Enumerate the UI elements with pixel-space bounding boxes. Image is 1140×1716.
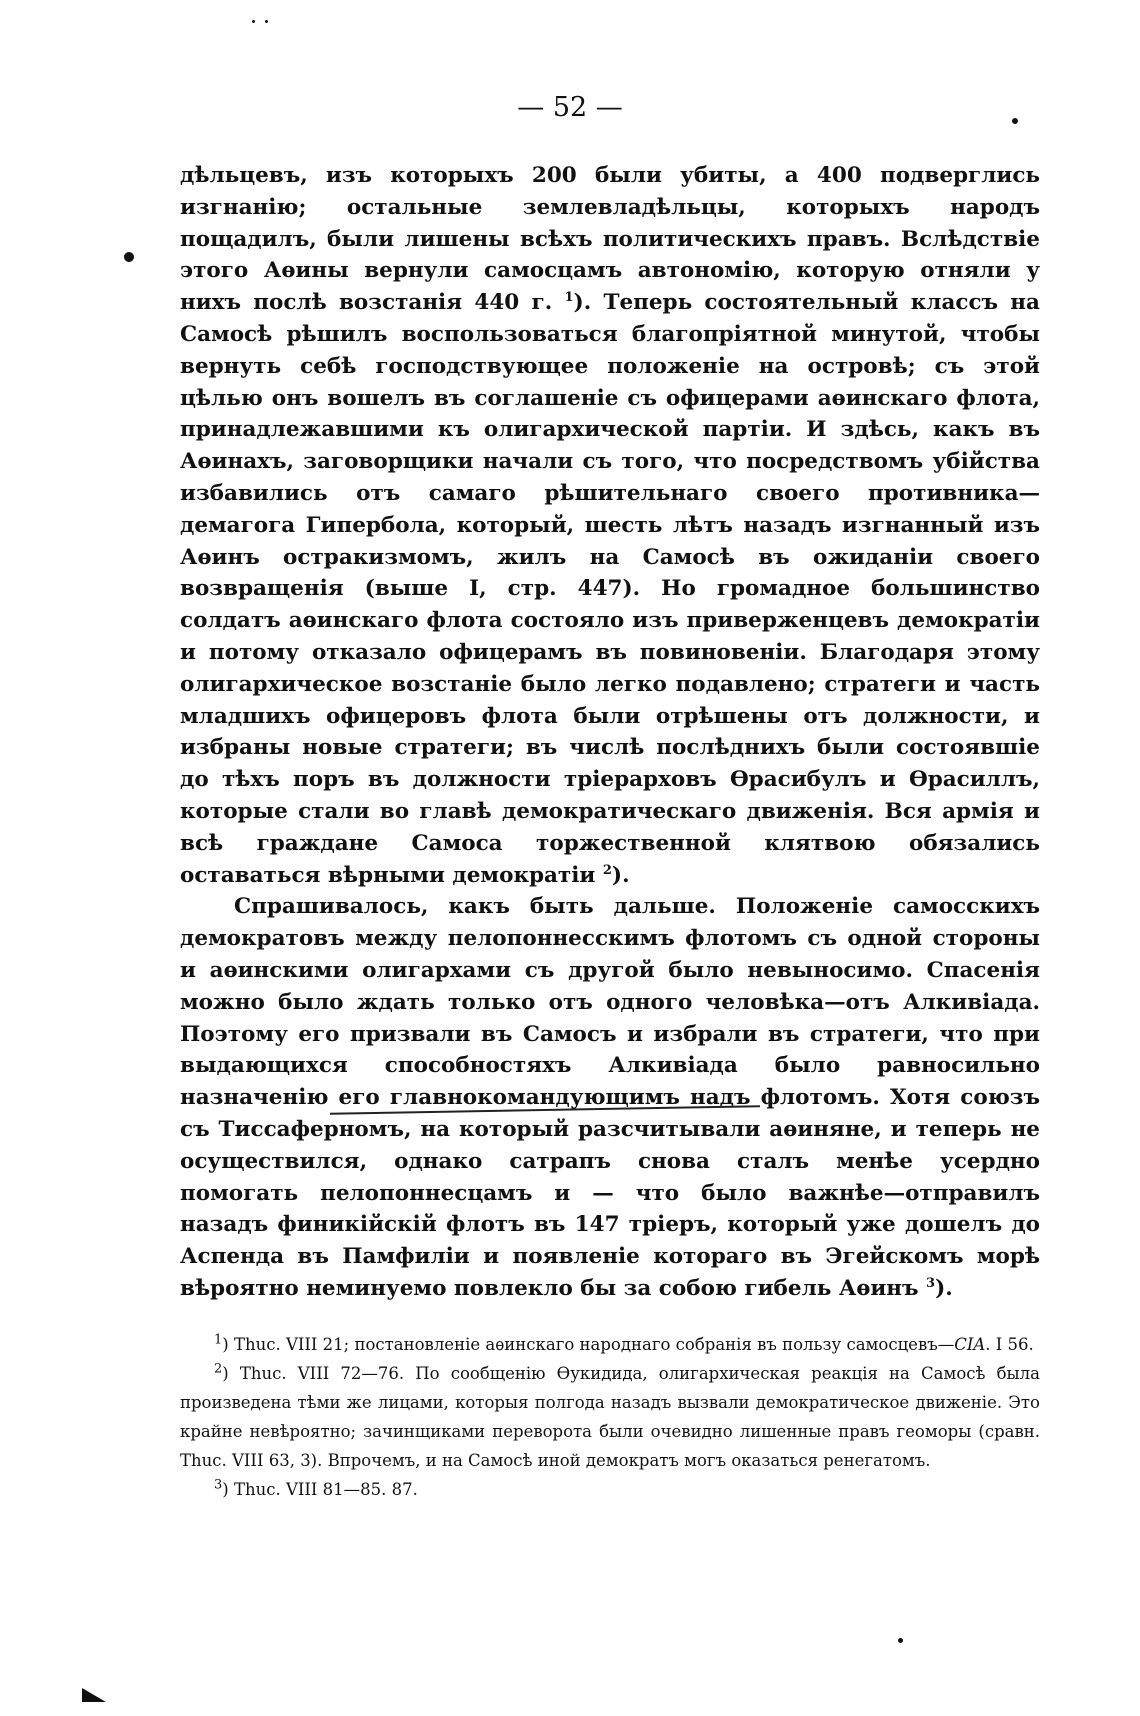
paragraph-text: ). Теперь состоятельный классъ на Самосѣ рѣшилъ воспользоваться благопріятной минутой, чтобы вернуть себѣ господствующее положеніе на островѣ; съ этой цѣлью онъ вошелъ въ соглашеніе съ офицерами аѳинскаго флота, принадлежавшими къ олигархической партіи. И здѣсь, какъ въ Аѳинахъ, заговорщики начали съ того, что посредствомъ убійства избавились отъ самаго рѣшительнаго своего противника—демагога Гипербола, который, шесть лѣтъ назадъ изгнанный изъ Аѳинъ остракизмомъ, жилъ на Самосѣ въ ожиданіи своего возвращенія (выше I, стр. 447). Но громадное большинство солдатъ аѳинскаго флота состояло изъ приверженцевъ демократіи и потому отказало офицерамъ въ повиновеніи. Благодаря этому олигархическое возстаніе было легко подавлено; стратеги и часть младшихъ офицеровъ флота были отрѣшены отъ должности, и избраны новые стратеги; въ числѣ послѣднихъ были состоявшіе до тѣхъ поръ въ должности тріерарховъ Ѳрасибулъ и Ѳрасиллъ, которые стали во главѣ демократическаго движенія. Вся армія и всѣ граждане Самоса торжественной клятвою обязались оставаться вѣрными демократіи: [180, 290, 1040, 888]
paragraph-text: дѣльцевъ, изъ которыхъ 200 были убиты, а 400 подверглись изгнанію; остальные землевладѣльцы, которыхъ народъ пощадилъ, были лишены всѣхъ политическихъ правъ. Вслѣдствіе этого Аѳины вернули самосцамъ автономію, которую отняли у нихъ послѣ возстанія 440 г.: [180, 163, 1040, 316]
footnote-italic: CIA: [954, 1335, 986, 1354]
footnote-text: ) Thuc. VIII 72—76. По сообщенію Ѳукидида, олигархическая реакція на Самосѣ была произведена тѣми же лицами, которыя полгода назадъ вызвали демократическое движеніе. Это крайне невѣроятно; зачинщиками переворота были очевидно лишенные правъ геоморы (сравн. Thuc. VIII 63, 3). Впрочемъ, и на Самосѣ иной демократъ могъ оказаться ренегатомъ.: [180, 1364, 1040, 1470]
footnote-text: ) Thuc. VIII 81—85. 87.: [222, 1480, 418, 1499]
bullet-mark: [124, 252, 134, 262]
stray-dot: [252, 20, 255, 23]
footnote-ref: 2: [602, 862, 612, 878]
footnote-mark: 2: [214, 1361, 223, 1377]
footnote-tail: . I 56.: [985, 1335, 1034, 1354]
footnotes: [180, 1330, 1040, 1504]
paragraph: [180, 160, 1040, 891]
footnote: [180, 1330, 1040, 1359]
footnote-ref: 1: [564, 290, 574, 306]
footnote-ref: 3: [926, 1275, 936, 1291]
footnote-mark: 1: [214, 1332, 223, 1348]
paragraph: [180, 891, 1040, 1304]
stray-dot: [1012, 118, 1018, 124]
page-number: — 52 —: [517, 92, 623, 123]
footnote: [180, 1359, 1040, 1475]
corner-mark: [82, 1688, 106, 1702]
main-text: [180, 160, 1040, 1305]
footnote-mark: 3: [214, 1477, 223, 1493]
stray-dot: [898, 1638, 903, 1643]
footnote-text: ) Thuc. VIII 21; постановленіе аѳинскаго народнаго собранія въ пользу самосцевъ—: [222, 1335, 955, 1354]
paragraph-text: ).: [935, 1275, 953, 1301]
stray-dot: [265, 20, 268, 23]
paragraph-text: Спрашивалось, какъ быть дальше. Положеніе самосскихъ демократовъ между пелопоннесскимъ флотомъ съ одной стороны и аѳинскими олигархами съ другой было невыносимо. Спасенія можно было ждать только отъ одного человѣка—отъ Алкивіада. Поэтому его призвали въ Самосъ и избрали въ стратеги, что при выдающихся способностяхъ Алкивіада было равносильно назначенію его главнокомандующимъ надъ флотомъ. Хотя союзъ съ Тиссаферномъ, на который разсчитывали аѳиняне, и теперь не осуществился, однако сатрапъ снова сталъ менѣе усердно помогать пелопоннесцамъ и — что было важнѣе—отправилъ назадъ финикійскій флотъ въ 147 тріеръ, который уже дошелъ до Аспенда въ Памфиліи и появленіе котораго въ Эгейскомъ морѣ вѣроятно неминуемо повлекло бы за собою гибель Аѳинъ: [180, 894, 1040, 1301]
paragraph-text: ).: [611, 862, 630, 888]
footnote: [180, 1475, 1040, 1504]
